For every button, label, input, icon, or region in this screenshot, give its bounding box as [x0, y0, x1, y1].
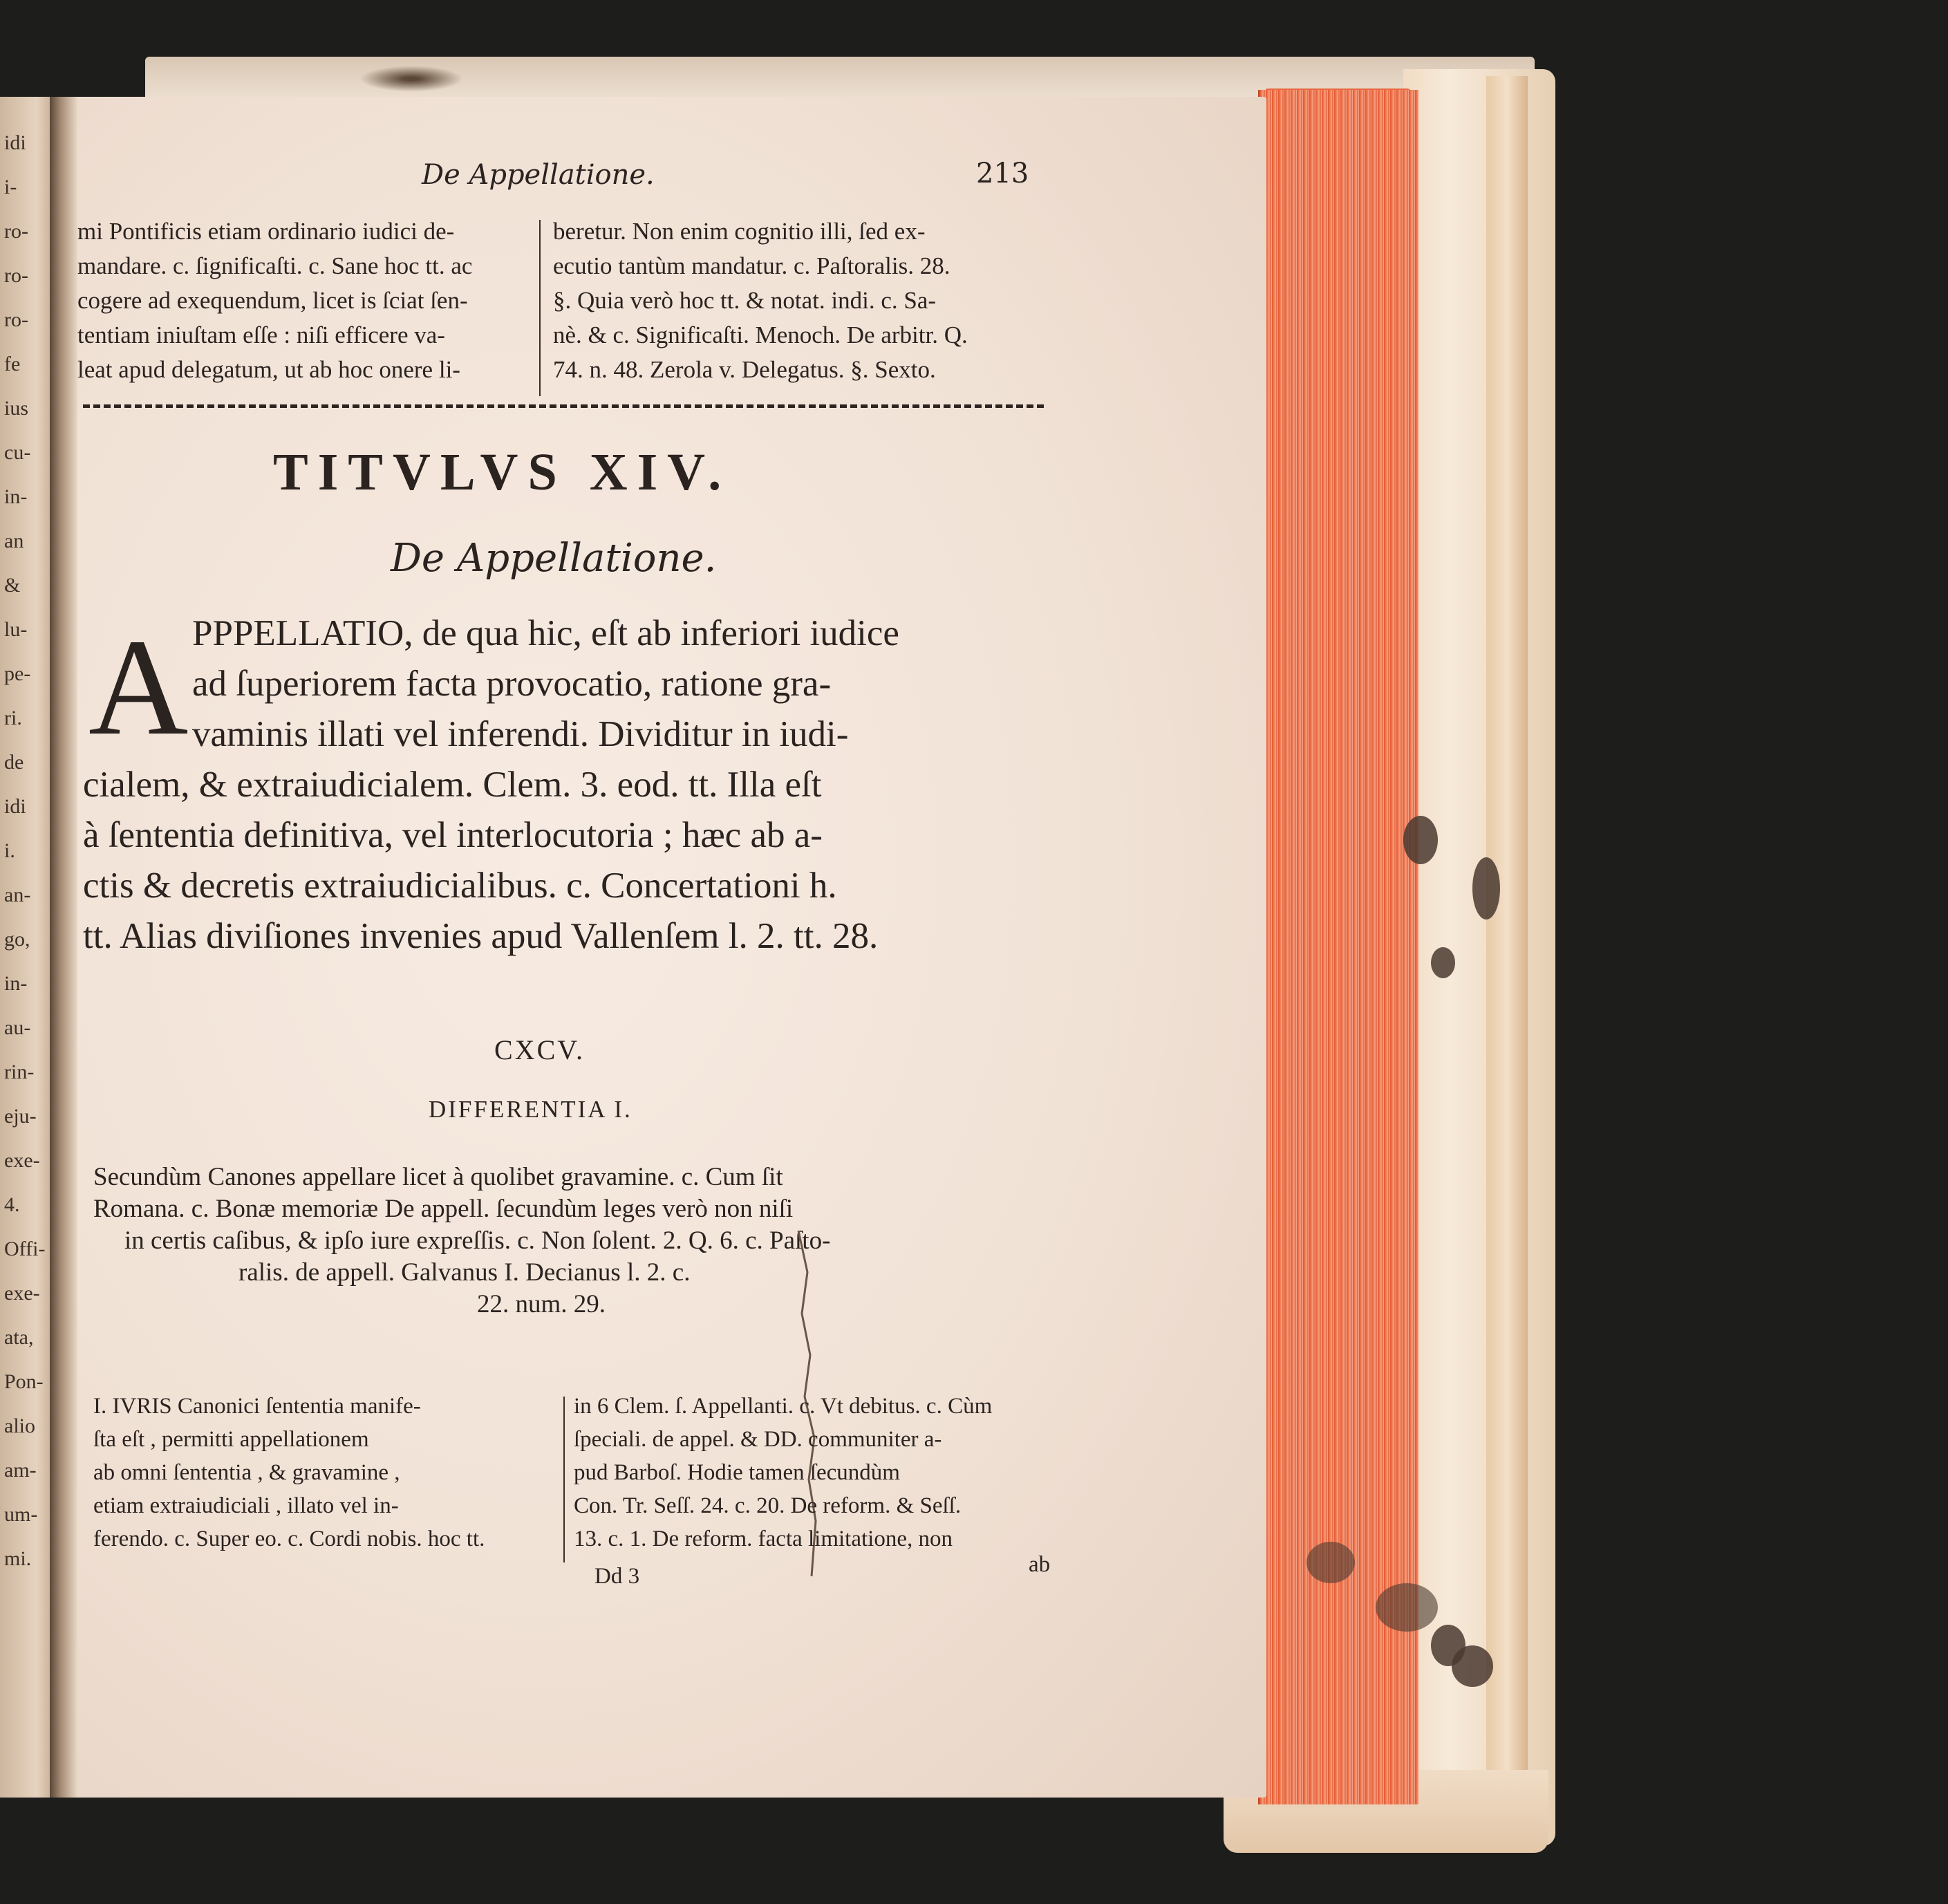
text-line: pud Barboſ. Hodie tamen ſecundùm	[574, 1460, 900, 1485]
section-number: CXCV.	[494, 1034, 585, 1065]
text-line: etiam extraiudiciali , illato vel in-	[93, 1493, 399, 1518]
intro-line: PPPELLATIO, de qua hic, eſt ab inferiori iudice	[192, 613, 899, 653]
text-line: mandare. c. ſignificaſti. c. Sane hoc tt. ac	[77, 252, 473, 279]
left-page-fragment: fe	[4, 353, 21, 375]
text-line: 74. n. 48. Zerola v. Delegatus. §. Sexto.	[553, 356, 936, 383]
top-right-column	[553, 214, 1051, 387]
intro-line: vaminis illati vel inferendi. Dividitur in iudi-	[192, 714, 849, 754]
left-page-fragment: an-	[4, 884, 31, 906]
left-page-fragment: exe-	[4, 1149, 40, 1172]
intro-line: ad ſuperiorem facta provocatio, ratione gra-	[192, 664, 832, 704]
cover-fold-strip	[1486, 76, 1528, 1832]
drop-cap: A	[88, 611, 189, 764]
column-rule	[563, 1397, 565, 1562]
left-page-fragment: um-	[4, 1503, 38, 1526]
text-line: in 6 Clem. ſ. Appellanti. c. Vt debitus. c. Cùm	[574, 1394, 993, 1419]
text-line: ferendo. c. Super eo. c. Cordi nobis. hoc tt.	[93, 1527, 485, 1551]
left-page-fragment: ius	[4, 397, 29, 420]
title-heading: TITVLVS XIV.	[273, 443, 731, 501]
left-page-fragment: 4.	[4, 1193, 20, 1216]
text-line: leat apud delegatum, ut ab hoc onere li-	[77, 356, 460, 383]
left-page-fragment: ro-	[4, 220, 28, 243]
text-line: 13. c. 1. De reform. facta limitatione, non	[574, 1527, 953, 1551]
text-line: ab omni ſententia , & gravamine ,	[93, 1460, 400, 1485]
catchword: ab	[1029, 1552, 1051, 1577]
left-page-fragment: ri.	[4, 707, 22, 729]
bottom-right-column	[574, 1390, 1058, 1556]
column-rule	[539, 220, 541, 396]
edge-stain	[1307, 1542, 1355, 1583]
left-page-fragment: an	[4, 530, 24, 552]
text-line: §. Quia verò hoc tt. & notat. indi. c. Sa-	[553, 287, 937, 314]
page-number: 213	[976, 158, 1029, 189]
text-line: Con. Tr. Seſſ. 24. c. 20. De reform. & Seſſ.	[574, 1493, 962, 1518]
difference-line: Secundùm Canones appellare licet à quolibet gravamine. c. Cum ſit	[93, 1163, 783, 1191]
left-page-fragment: in-	[4, 972, 28, 995]
text-line: ſpeciali. de appel. & DD. communiter a-	[574, 1427, 942, 1452]
left-page-fragment: au-	[4, 1016, 31, 1039]
left-page-fragment: ro-	[4, 264, 28, 287]
left-page-fragment: ata,	[4, 1326, 34, 1349]
text-line: mi Pontificis etiam ordinario iudici de-	[77, 218, 455, 245]
running-head: De Appellatione.	[422, 159, 655, 191]
difference-line: 22. num. 29.	[477, 1290, 606, 1318]
left-page-fragment: eju-	[4, 1105, 37, 1128]
difference-line: ralis. de appell. Galvanus I. Decianus l. 2. c.	[238, 1258, 691, 1287]
left-page-fragment: &	[4, 574, 21, 597]
vellum-cover-back	[1403, 69, 1555, 1846]
intro-line: à ſententia definitiva, vel interlocutoria ; hæc ab a-	[83, 815, 823, 855]
edge-stain	[1431, 947, 1455, 978]
left-page-fragment: ro-	[4, 308, 28, 331]
left-page-fragment: Pon-	[4, 1370, 44, 1393]
intro-line: cialem, & extraiudicialem. Clem. 3. eod. tt. Illa eſt	[83, 765, 822, 805]
text-line: I. IVRIS Canonici ſententia manife-	[93, 1394, 421, 1419]
left-page-fragment: i.	[4, 839, 15, 862]
edge-stain	[1452, 1645, 1493, 1687]
left-page-fragment: Offi-	[4, 1238, 46, 1260]
left-page-fragment: cu-	[4, 441, 31, 464]
left-page-fragment: idi	[4, 795, 26, 818]
left-page-fragment: rin-	[4, 1061, 35, 1083]
edge-stain	[1403, 816, 1438, 864]
difference-line: Romana. c. Bonæ memoriæ De appell. ſecundùm leges verò non niſi	[93, 1195, 794, 1223]
left-page-fragment: pe-	[4, 662, 31, 685]
text-line: nè. & c. Significaſti. Menoch. De arbitr. Q.	[553, 321, 968, 348]
signature-mark: Dd 3	[594, 1564, 640, 1589]
text-line: ſta eſt , permitti appellationem	[93, 1427, 369, 1452]
top-left-column	[77, 214, 534, 387]
subtitle-heading: De Appellatione.	[391, 536, 717, 581]
left-page-fragment: alio	[4, 1415, 35, 1437]
book-gutter	[50, 97, 77, 1798]
left-page-fragment: mi.	[4, 1547, 32, 1570]
left-page-fragment: de	[4, 751, 24, 774]
left-page-fragment: lu-	[4, 618, 28, 641]
left-page-fragment: am-	[4, 1459, 37, 1482]
left-page-fragment: exe-	[4, 1282, 40, 1305]
left-page-fragment: i-	[4, 176, 17, 198]
left-page-fragment: idi	[4, 131, 26, 154]
edge-stain	[1376, 1583, 1438, 1632]
top-edge-stain	[359, 66, 463, 92]
difference-line: in certis caſibus, & ipſo iure expreſſis. c. Non ſolent. 2. Q. 6. c. Paſto-	[124, 1226, 831, 1255]
intro-line: tt. Alias diviſiones invenies apud Vallenſem l. 2. tt. 28.	[83, 916, 879, 956]
bottom-left-column	[93, 1390, 550, 1556]
difference-heading: DIFFERENTIA I.	[429, 1096, 633, 1123]
text-line: beretur. Non enim cognitio illi, ſed ex-	[553, 218, 926, 245]
left-page-fragment: go,	[4, 928, 30, 951]
edge-stain	[1472, 857, 1500, 920]
text-line: tentiam iniuſtam eſſe : niſi efficere va-	[77, 321, 445, 348]
text-line: cogere ad exequendum, licet is ſciat ſen-	[77, 287, 468, 314]
left-page-fragment: in-	[4, 485, 28, 508]
section-divider	[83, 404, 1044, 408]
text-line: ecutio tantùm mandatur. c. Paſtoralis. 28.	[553, 252, 950, 279]
intro-line: ctis & decretis extraiudicialibus. c. Concertationi h.	[83, 866, 837, 906]
